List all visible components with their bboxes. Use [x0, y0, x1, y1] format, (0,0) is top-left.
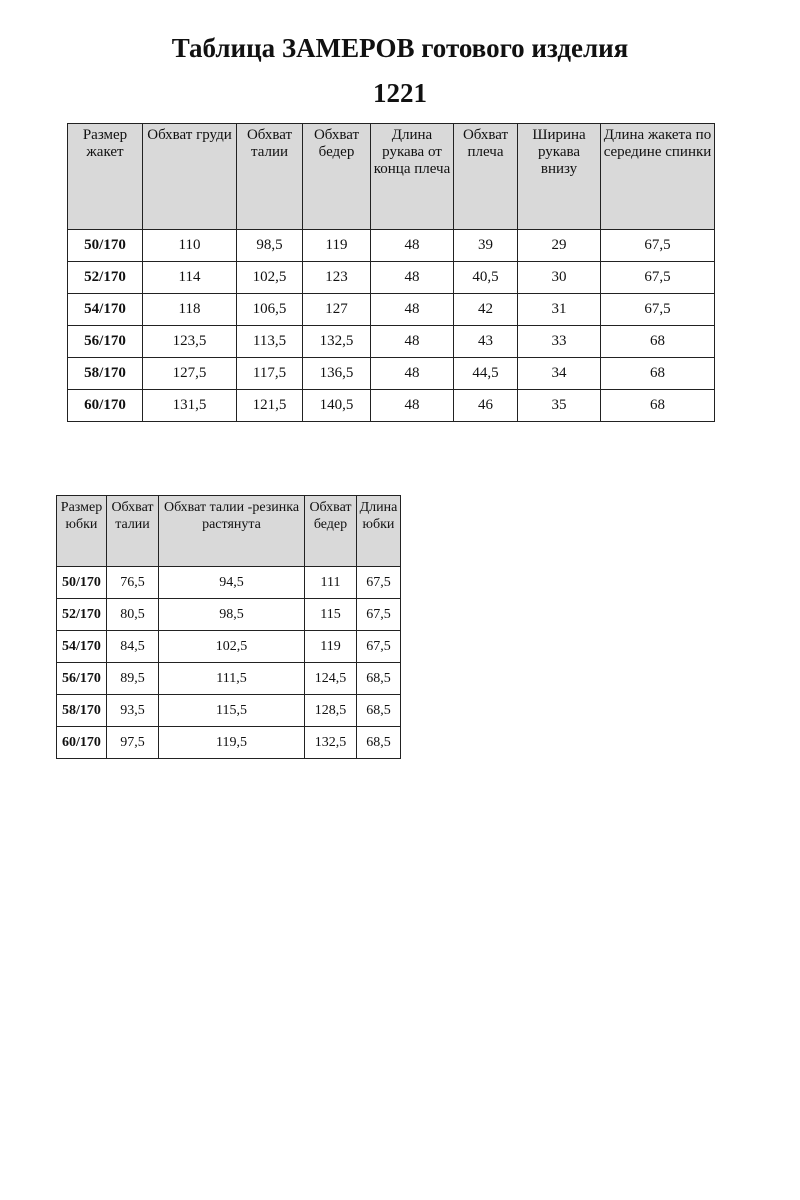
skirt-value-cell: 115: [305, 599, 357, 631]
jacket-value-cell: 123,5: [143, 326, 237, 358]
jacket-value-cell: 118: [143, 294, 237, 326]
jacket-size-cell: 56/170: [68, 326, 143, 358]
jacket-value-cell: 48: [371, 230, 454, 262]
skirt-size-cell: 58/170: [57, 695, 107, 727]
jacket-value-cell: 30: [518, 262, 601, 294]
jacket-value-cell: 131,5: [143, 390, 237, 422]
skirt-header-length: Длина юбки: [357, 496, 401, 567]
jacket-value-cell: 132,5: [303, 326, 371, 358]
jacket-value-cell: 43: [454, 326, 518, 358]
skirt-value-cell: 68,5: [357, 663, 401, 695]
jacket-value-cell: 31: [518, 294, 601, 326]
jacket-value-cell: 98,5: [237, 230, 303, 262]
skirt-value-cell: 119: [305, 631, 357, 663]
skirt-size-cell: 54/170: [57, 631, 107, 663]
skirt-value-cell: 68,5: [357, 695, 401, 727]
skirt-size-cell: 52/170: [57, 599, 107, 631]
skirt-value-cell: 119,5: [159, 727, 305, 759]
skirt-size-cell: 50/170: [57, 567, 107, 599]
jacket-value-cell: 102,5: [237, 262, 303, 294]
jacket-size-cell: 52/170: [68, 262, 143, 294]
skirt-value-cell: 128,5: [305, 695, 357, 727]
skirt-value-cell: 94,5: [159, 567, 305, 599]
skirt-measurements-table: [56, 495, 401, 759]
jacket-row: [68, 294, 715, 326]
skirt-row: [57, 631, 401, 663]
jacket-value-cell: 68: [601, 326, 715, 358]
skirt-size-cell: 60/170: [57, 727, 107, 759]
skirt-header-waist: Обхват талии: [107, 496, 159, 567]
jacket-row: [68, 230, 715, 262]
jacket-header-length: Длина жакета по середине спинки: [601, 124, 715, 230]
jacket-value-cell: 68: [601, 390, 715, 422]
jacket-value-cell: 121,5: [237, 390, 303, 422]
skirt-value-cell: 98,5: [159, 599, 305, 631]
jacket-value-cell: 140,5: [303, 390, 371, 422]
jacket-value-cell: 48: [371, 390, 454, 422]
jacket-value-cell: 67,5: [601, 294, 715, 326]
jacket-value-cell: 67,5: [601, 230, 715, 262]
skirt-value-cell: 102,5: [159, 631, 305, 663]
skirt-row: [57, 567, 401, 599]
jacket-header-sleeve-length: Длина рукава от конца плеча: [371, 124, 454, 230]
jacket-header-waist: Обхват талии: [237, 124, 303, 230]
jacket-size-cell: 50/170: [68, 230, 143, 262]
document-title: Таблица ЗАМЕРОВ готового изделия: [171, 33, 629, 63]
jacket-value-cell: 113,5: [237, 326, 303, 358]
skirt-value-cell: 124,5: [305, 663, 357, 695]
skirt-value-cell: 89,5: [107, 663, 159, 695]
jacket-value-cell: 29: [518, 230, 601, 262]
jacket-measurements-table: [67, 123, 715, 422]
jacket-value-cell: 68: [601, 358, 715, 390]
jacket-value-cell: 46: [454, 390, 518, 422]
jacket-value-cell: 48: [371, 358, 454, 390]
jacket-value-cell: 117,5: [237, 358, 303, 390]
jacket-value-cell: 42: [454, 294, 518, 326]
jacket-row: [68, 358, 715, 390]
jacket-value-cell: 106,5: [237, 294, 303, 326]
skirt-row: [57, 663, 401, 695]
jacket-header-chest: Обхват груди: [143, 124, 237, 230]
jacket-value-cell: 119: [303, 230, 371, 262]
skirt-value-cell: 80,5: [107, 599, 159, 631]
skirt-row: [57, 599, 401, 631]
jacket-value-cell: 127,5: [143, 358, 237, 390]
skirt-value-cell: 67,5: [357, 567, 401, 599]
jacket-row: [68, 390, 715, 422]
skirt-value-cell: 115,5: [159, 695, 305, 727]
model-number: 1221: [373, 78, 427, 108]
jacket-value-cell: 44,5: [454, 358, 518, 390]
jacket-value-cell: 33: [518, 326, 601, 358]
jacket-header-sleeve-width: Ширина рукава внизу: [518, 124, 601, 230]
skirt-value-cell: 97,5: [107, 727, 159, 759]
jacket-value-cell: 48: [371, 326, 454, 358]
jacket-value-cell: 39: [454, 230, 518, 262]
jacket-value-cell: 110: [143, 230, 237, 262]
skirt-value-cell: 68,5: [357, 727, 401, 759]
jacket-value-cell: 35: [518, 390, 601, 422]
skirt-value-cell: 111,5: [159, 663, 305, 695]
skirt-header-size: Размер юбки: [57, 496, 107, 567]
jacket-header-shoulder: Обхват плеча: [454, 124, 518, 230]
jacket-row: [68, 262, 715, 294]
skirt-value-cell: 93,5: [107, 695, 159, 727]
skirt-value-cell: 111: [305, 567, 357, 599]
jacket-value-cell: 67,5: [601, 262, 715, 294]
skirt-value-cell: 132,5: [305, 727, 357, 759]
jacket-header-size: Размер жакет: [68, 124, 143, 230]
skirt-header-hips: Обхват бедер: [305, 496, 357, 567]
jacket-value-cell: 48: [371, 294, 454, 326]
skirt-value-cell: 67,5: [357, 631, 401, 663]
jacket-header-hips: Обхват бедер: [303, 124, 371, 230]
skirt-header-row: [57, 496, 401, 567]
skirt-size-cell: 56/170: [57, 663, 107, 695]
jacket-value-cell: 114: [143, 262, 237, 294]
jacket-header-row: [68, 124, 715, 230]
skirt-value-cell: 84,5: [107, 631, 159, 663]
skirt-value-cell: 76,5: [107, 567, 159, 599]
skirt-row: [57, 695, 401, 727]
jacket-row: [68, 326, 715, 358]
skirt-value-cell: 67,5: [357, 599, 401, 631]
skirt-row: [57, 727, 401, 759]
jacket-value-cell: 127: [303, 294, 371, 326]
jacket-size-cell: 60/170: [68, 390, 143, 422]
jacket-value-cell: 123: [303, 262, 371, 294]
jacket-value-cell: 40,5: [454, 262, 518, 294]
jacket-size-cell: 54/170: [68, 294, 143, 326]
jacket-value-cell: 136,5: [303, 358, 371, 390]
skirt-header-waist-stretched: Обхват талии -резинка растянута: [159, 496, 305, 567]
jacket-value-cell: 34: [518, 358, 601, 390]
jacket-size-cell: 58/170: [68, 358, 143, 390]
jacket-value-cell: 48: [371, 262, 454, 294]
